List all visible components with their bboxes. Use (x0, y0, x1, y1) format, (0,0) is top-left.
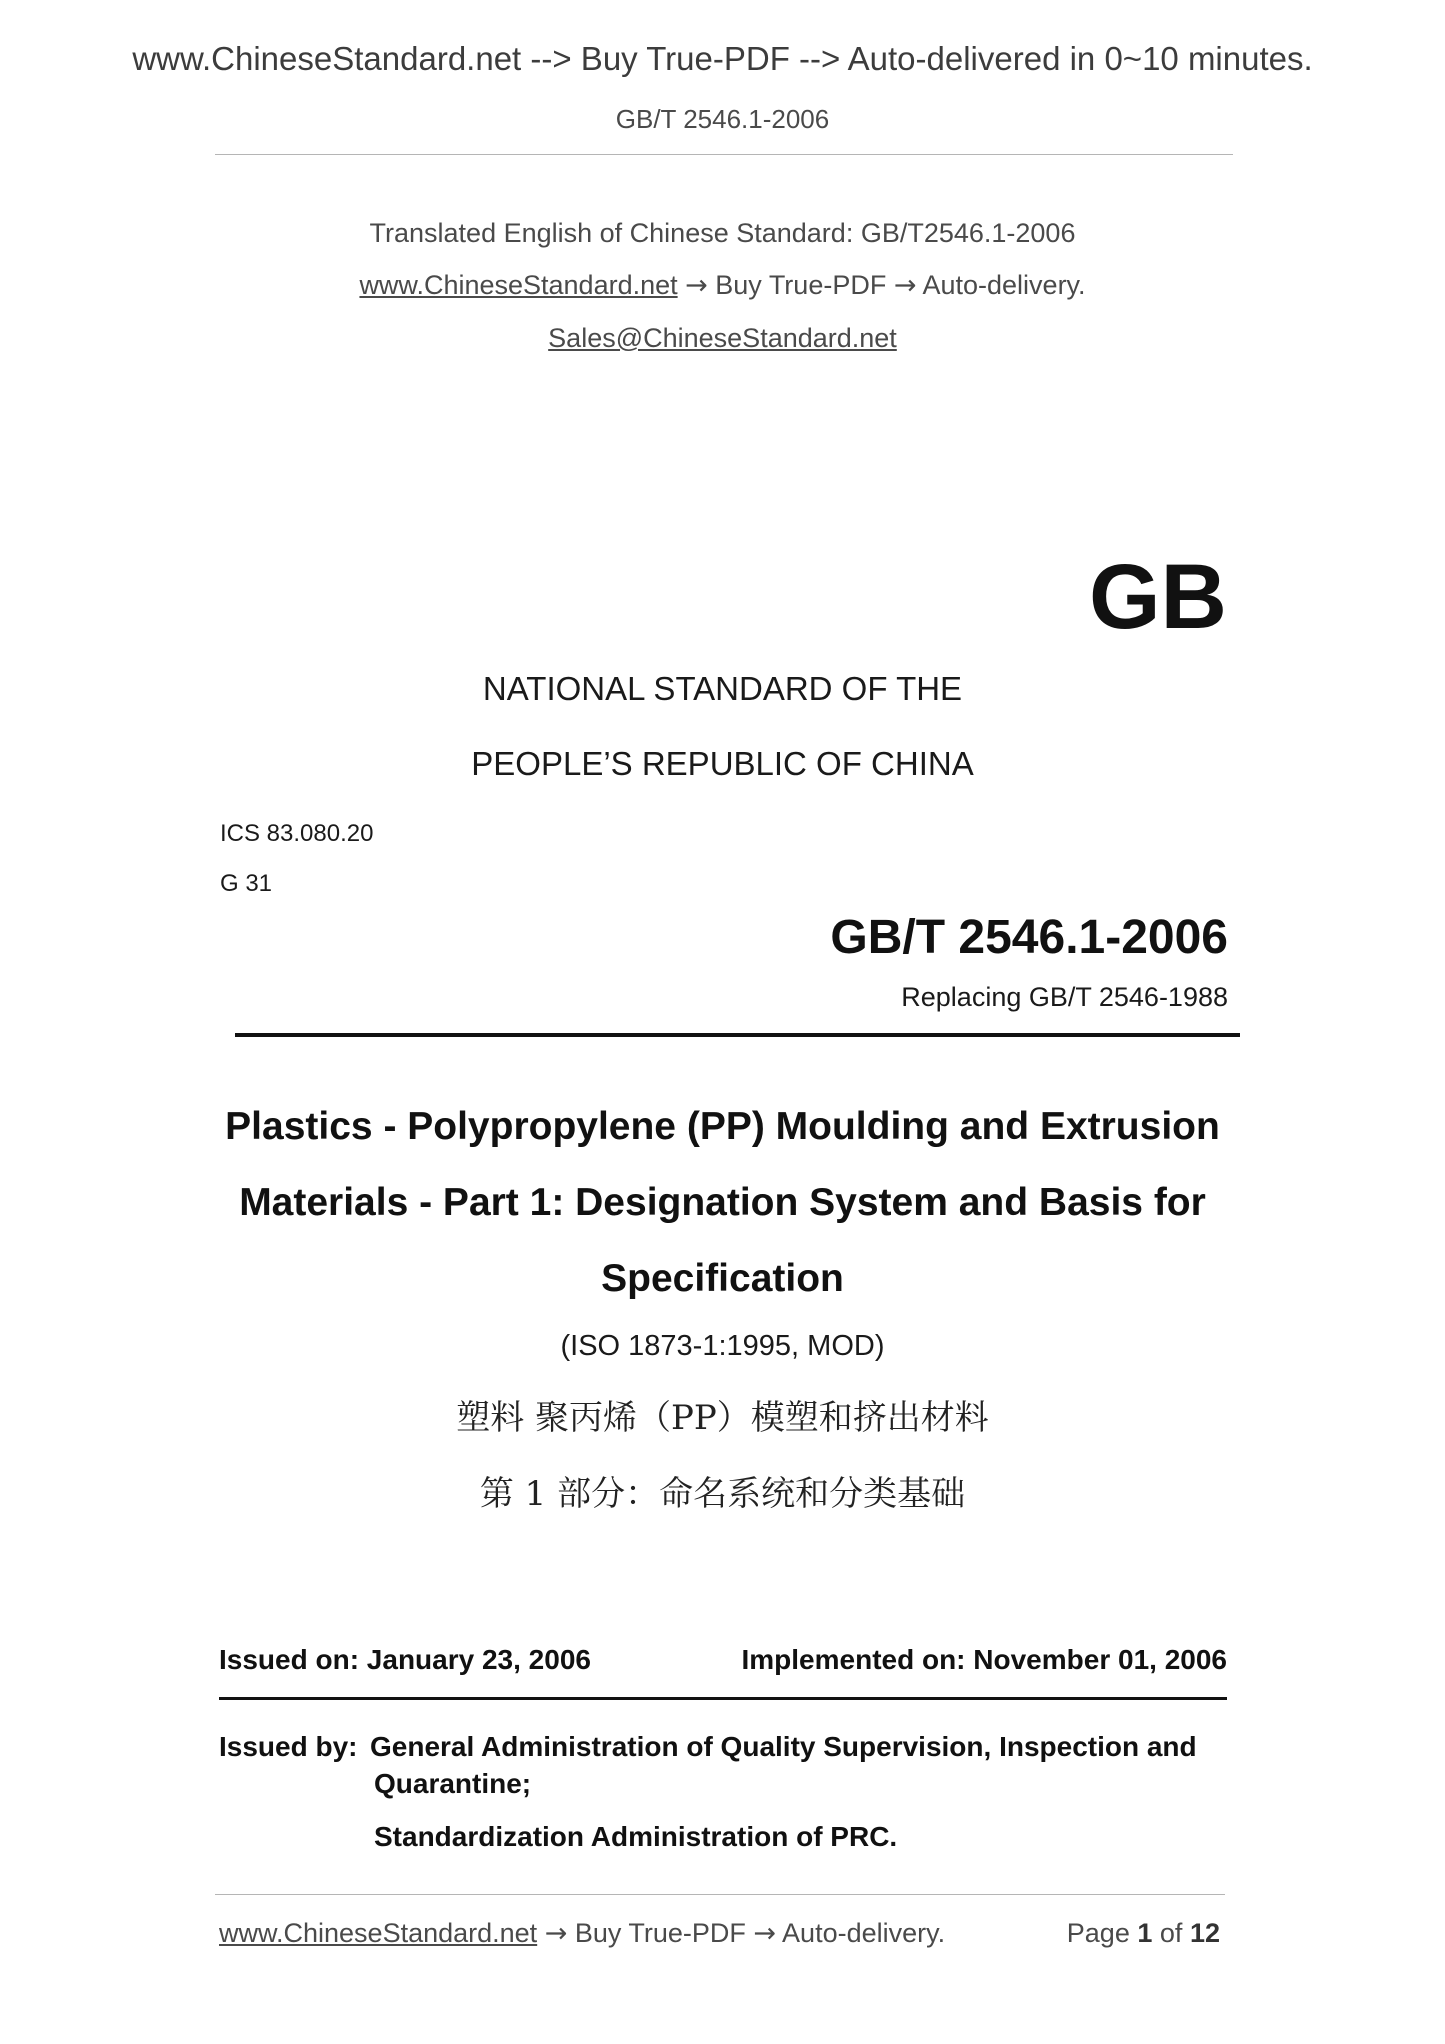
sales-email-link[interactable]: Sales@ChineseStandard.net (548, 323, 897, 353)
issued-on-date: Issued on: January 23, 2006 (219, 1644, 591, 1675)
cover-divider (235, 1033, 1240, 1037)
page-label: Page (1066, 1918, 1130, 1948)
site-link[interactable]: www.ChineseStandard.net (359, 270, 678, 300)
header-divider (215, 154, 1233, 155)
dates-divider (219, 1697, 1227, 1700)
footer-divider (215, 1894, 1225, 1895)
chinese-title-line-1: 塑料 聚丙烯（PP）模塑和挤出材料 (456, 1398, 989, 1438)
page-of: of (1159, 1918, 1183, 1948)
document-title-line-1: Plastics - Polypropylene (PP) Moulding and Extrusion (225, 1105, 1220, 1148)
issuer-1-line-1: General Administration of Quality Supervision, Inspection and (370, 1731, 1197, 1762)
arrow-right-icon: → (753, 1918, 777, 1949)
implemented-on-date: Implemented on: November 01, 2006 (741, 1644, 1227, 1675)
sales-line (0, 323, 1445, 354)
national-standard-line-1: NATIONAL STANDARD OF THE (482, 670, 963, 707)
standard-number: GB/T 2546.1-2006 (830, 911, 1228, 964)
arrow-right-icon: → (544, 1918, 568, 1949)
national-standard-line-2: PEOPLE’S REPUBLIC OF CHINA (471, 745, 974, 782)
issuer-1-line-2: Quarantine; (374, 1768, 532, 1799)
chinese-title-line-2: 第 1 部分：命名系统和分类基础 (479, 1474, 966, 1514)
document-title-line-2: Materials - Part 1: Designation System and Basis for (239, 1181, 1206, 1224)
arrow-right-icon: → (685, 270, 708, 301)
footer-buy-text: Buy True-PDF (574, 1918, 746, 1948)
issued-by-label: Issued by: (219, 1731, 358, 1762)
page-total: 12 (1189, 1918, 1220, 1948)
footer-site-link[interactable]: www.ChineseStandard.net (219, 1918, 538, 1948)
buy-line (0, 270, 1445, 301)
ics-code: ICS 83.080.20 (220, 820, 374, 847)
header-doc-number: GB/T 2546.1-2006 (615, 104, 830, 134)
arrow-right-icon: → (893, 270, 917, 301)
ccs-code: G 31 (220, 870, 273, 897)
iso-reference: (ISO 1873-1:1995, MOD) (560, 1330, 885, 1362)
footer-buy-line (219, 1918, 945, 1949)
top-banner: www.ChineseStandard.net --> Buy True-PDF --> Auto-delivered in 0~10 minutes. (132, 40, 1313, 77)
auto-delivery-text: Auto-delivery. (922, 270, 1086, 300)
document-title-line-3: Specification (601, 1257, 844, 1300)
page-current: 1 (1137, 1918, 1153, 1948)
page-indicator (1067, 1918, 1220, 1949)
replacing-note: Replacing GB/T 2546-1988 (901, 982, 1228, 1012)
issuer-2: Standardization Administration of PRC. (374, 1821, 898, 1852)
buy-text: Buy True-PDF (715, 270, 887, 300)
gb-logo: GB (1089, 546, 1227, 648)
footer-auto-delivery-text: Auto-delivery. (782, 1918, 946, 1948)
translation-notice: Translated English of Chinese Standard: GB/T2546.1-2006 (369, 218, 1076, 248)
